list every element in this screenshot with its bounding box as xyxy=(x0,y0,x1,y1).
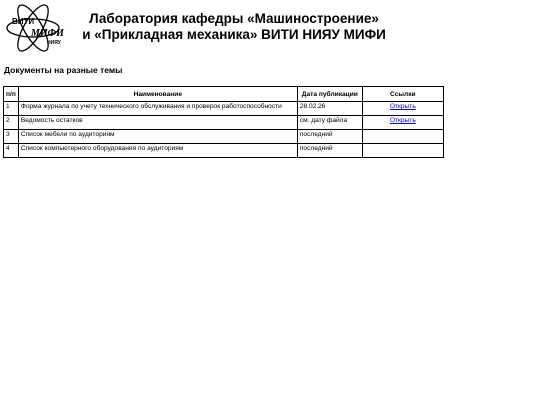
documents-table xyxy=(3,86,444,158)
row-date: последний xyxy=(297,144,362,158)
row-link-cell xyxy=(362,144,443,158)
table-header-row xyxy=(4,87,444,102)
row-num: 4 xyxy=(4,144,19,158)
logo-niyau-text: НИЯУ xyxy=(47,40,61,46)
header-num: п/п xyxy=(4,87,19,102)
row-date: 28.02.26 xyxy=(297,102,362,116)
open-link[interactable]: Открыть xyxy=(389,103,416,110)
row-name: Ведомость остатков xyxy=(18,116,297,130)
row-name: Список мебели по аудиториям xyxy=(18,130,297,144)
row-link-cell xyxy=(362,130,443,144)
row-link-cell xyxy=(362,116,443,130)
row-name: Список компьютерного оборудования по аудиториям xyxy=(18,144,297,158)
page-header xyxy=(0,0,540,58)
row-name: Форма журнала по учету технического обслуживания и проверок работоспособности xyxy=(18,102,297,116)
table-row xyxy=(4,130,444,144)
open-link[interactable]: Открыть xyxy=(389,117,416,124)
table-row xyxy=(4,144,444,158)
row-date: последний xyxy=(297,130,362,144)
row-link-cell xyxy=(362,102,443,116)
page-title xyxy=(64,11,404,43)
header-date: Дата публикации xyxy=(297,87,362,102)
section-title: Документы на разные темы xyxy=(4,65,123,75)
logo-mifi-text: МИФИ xyxy=(31,28,64,39)
page-title-line-2: и «Прикладная механика» ВИТИ НИЯУ МИФИ xyxy=(82,27,386,42)
row-num: 3 xyxy=(4,130,19,144)
table-row xyxy=(4,102,444,116)
row-num: 1 xyxy=(4,102,19,116)
table-row xyxy=(4,116,444,130)
header-name: Наименование xyxy=(18,87,297,102)
row-num: 2 xyxy=(4,116,19,130)
page-title-line-1: Лаборатория кафедры «Машиностроение» xyxy=(89,11,379,26)
row-date: см. дату файла xyxy=(297,116,362,130)
logo xyxy=(4,4,62,52)
logo-viti-text: ВИТИ xyxy=(12,17,35,26)
header-links: Ссылки xyxy=(362,87,443,102)
